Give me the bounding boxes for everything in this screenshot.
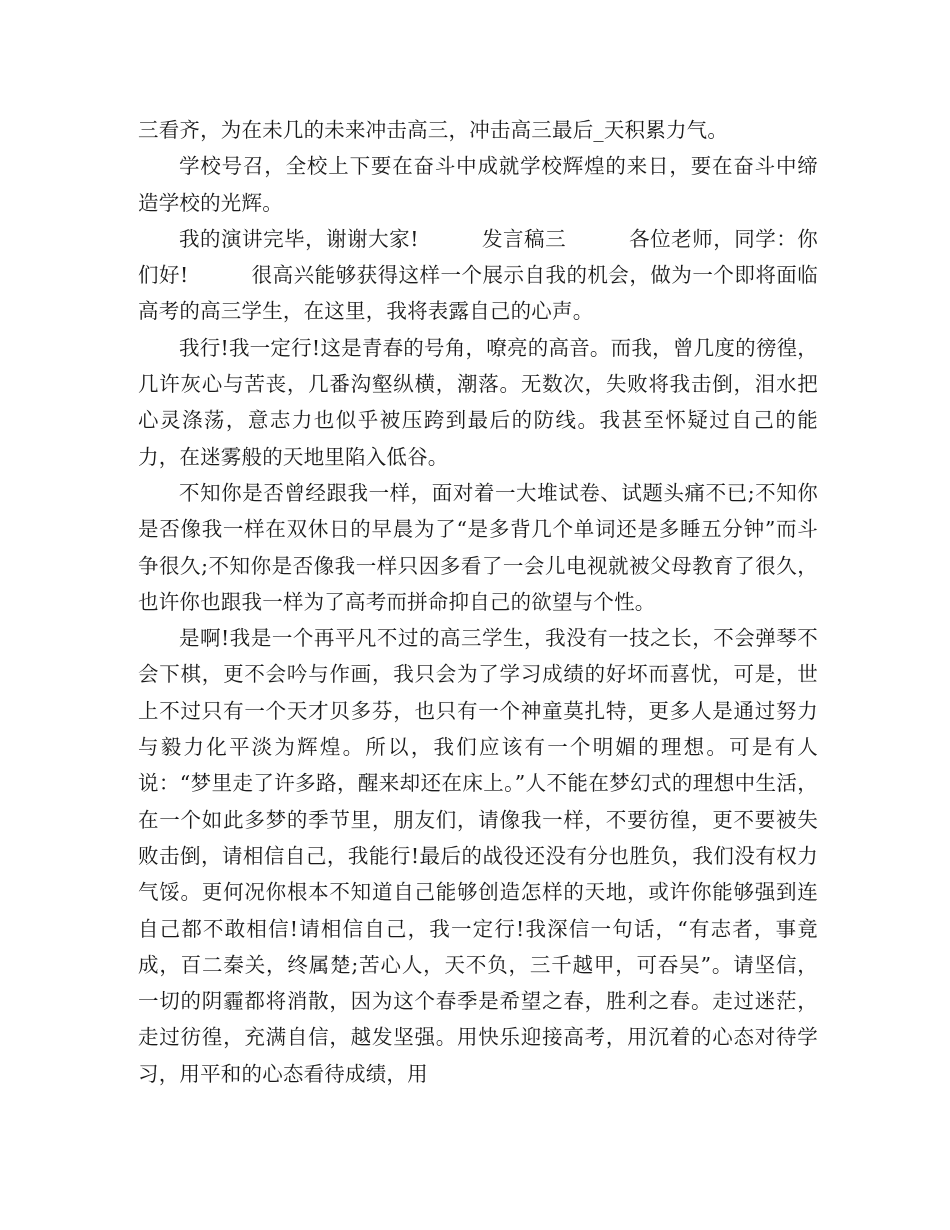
paragraph-3: 我的演讲完毕，谢谢大家! 发言稿三 各位老师，同学：你们好! 很高兴能够获得这样一个展示自我的机会，做为一个即将面临高考的高三学生，在这里，我将表露自己的心声。	[138, 226, 818, 324]
paragraph-4: 我行!我一定行!这是青春的号角，嘹亮的高音。而我，曾几度的徬徨，几许灰心与苦丧，几番沟壑纵横，潮落。无数次，失败将我击倒，泪水把心灵涤荡，意志力也似乎被压跨到最后的防线。我甚至怀疑过自己的能力，在迷雾般的天地里陷入低谷。	[138, 335, 818, 469]
paragraph-6: 是啊!我是一个再平凡不过的高三学生，我没有一技之长，不会弹琴不会下棋，更不会吟与作画，我只会为了学习成绩的好坏而喜忧，可是，世上不过只有一个天才贝多芬，也只有一个神童莫扎特，更多人是通过努力与毅力化平淡为辉煌。所以，我们应该有一个明媚的理想。可是有人说：“梦里走了许多路，醒来却还在床上。”人不能在梦幻式的理想中生活，在一个如此多梦的季节里，朋友们，请像我一样，不要彷徨，更不要被失败击倒，请相信自己，我能行!最后的战役还没有分也胜负，我们没有权力气馁。更何况你根本不知道自己能够创造怎样的天地，或许你能够强到连自己都不敢相信!请相信自己，我一定行!我深信一句话，“有志者，事竟成，百二秦关，终属楚;苦心人，天不负，三千越甲，可吞吴”。请坚信，一切的阴霾都将消散，因为这个春季是希望之春，胜利之春。走过迷茫，走过彷徨，充满自信，越发坚强。用快乐迎接高考，用沉着的心态对待学习，用平和的心态看待成绩，用	[138, 626, 818, 1086]
paragraph-5: 不知你是否曾经跟我一样，面对着一大堆试卷、试题头痛不已;不知你是否像我一样在双休日的早晨为了“是多背几个单词还是多睡五分钟”而斗争很久;不知你是否像我一样只因多看了一会儿电视就被父母教育了很久，也许你也跟我一样为了高考而拼命抑自己的欲望与个性。	[138, 480, 818, 614]
document-body	[138, 112, 818, 1092]
paragraph-2: 学校号召，全校上下要在奋斗中成就学校辉煌的来日，要在奋斗中缔造学校的光辉。	[138, 154, 818, 215]
paragraph-1: 三看齐，为在未几的未来冲击高三，冲击高三最后_天积累力气。	[138, 118, 729, 142]
